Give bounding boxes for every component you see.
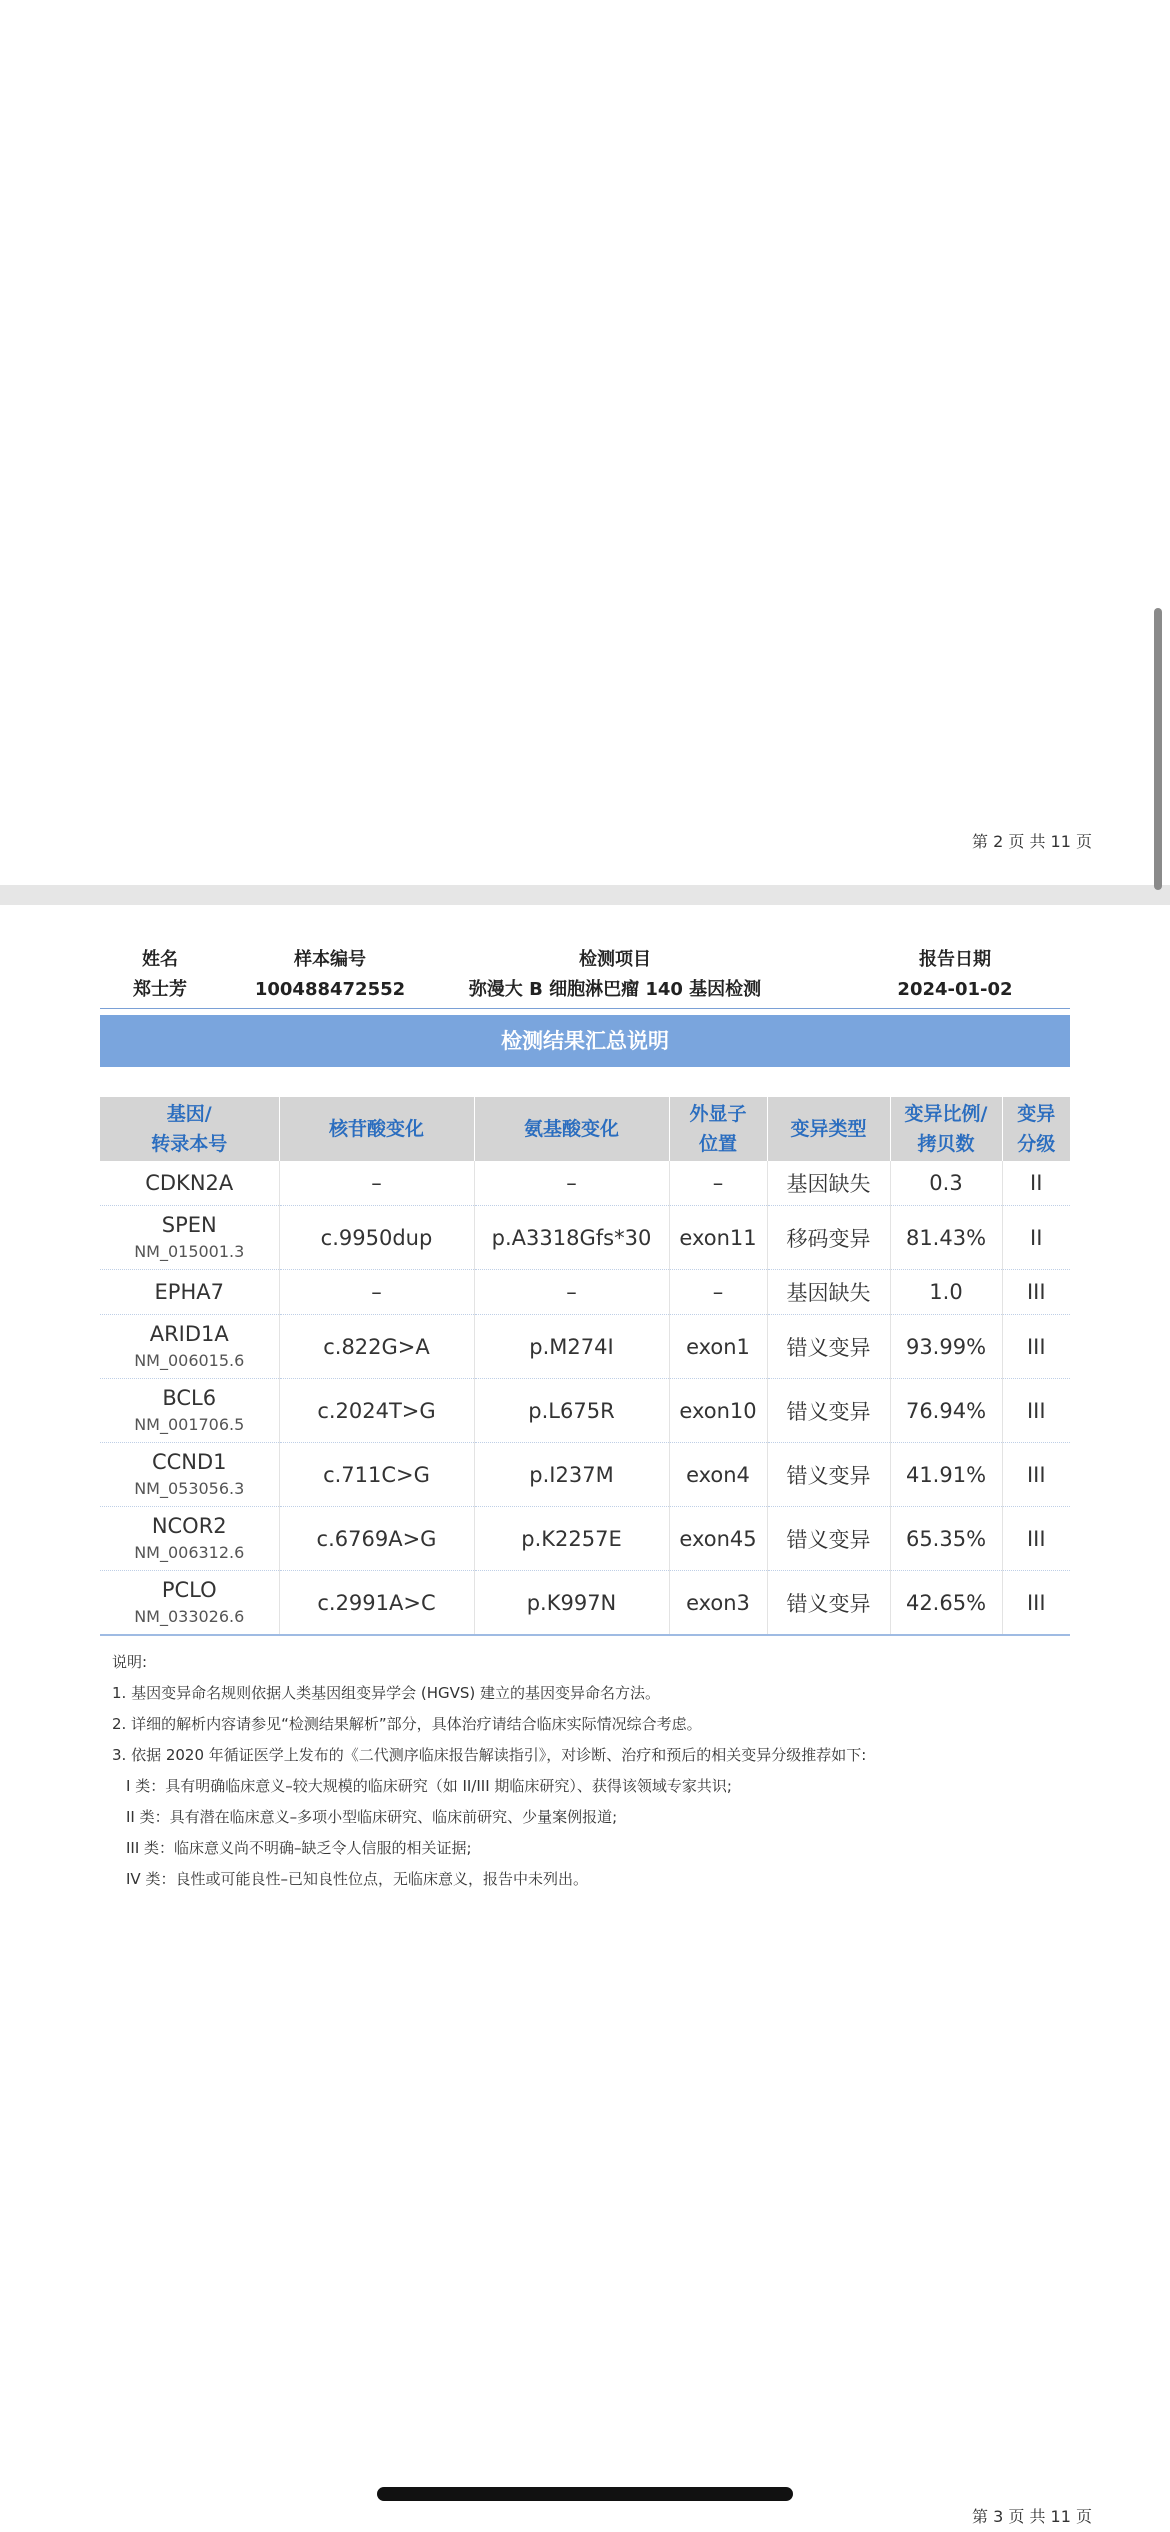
amino-acid-cell: p.A3318Gfs*30 [474,1206,669,1270]
ratio-cell: 1.0 [890,1270,1002,1315]
exon-cell: – [669,1270,767,1315]
grade-cell: III [1002,1315,1070,1379]
exon-cell: exon3 [669,1571,767,1636]
ratio-cell: 0.3 [890,1161,1002,1206]
gene-cell: CCND1 NM_053056.3 [100,1443,279,1507]
note-item: 2. 详细的解析内容请参见“检测结果解析”部分，具体治疗请结合临床实际情况综合考虑。 [112,1715,702,1733]
gene-cell: CDKN2A [100,1161,279,1206]
sample-id-label: 样本编号 [294,949,366,970]
section-banner: 检测结果汇总说明 [100,1015,1070,1067]
note-item: 3. 依据 2020 年循证医学上发布的《二代测序临床报告解读指引》，对诊断、治疗和预后的相关变异分级推荐如下: [112,1746,867,1764]
patient-name-label: 姓名 [142,949,178,970]
grade-item: IV 类：良性或可能良性–已知良性位点，无临床意义，报告中未列出。 [126,1870,588,1888]
amino-acid-cell: p.K2257E [474,1507,669,1571]
grade-cell: II [1002,1206,1070,1270]
report-header-info [100,945,1070,1005]
nucleotide-cell: – [279,1270,474,1315]
amino-acid-cell: p.L675R [474,1379,669,1443]
header-amino-acid: 氨基酸变化 [474,1097,669,1161]
amino-acid-cell: p.K997N [474,1571,669,1636]
nucleotide-cell: c.2991A>C [279,1571,474,1636]
exon-cell: – [669,1161,767,1206]
variant-type-cell: 错义变异 [767,1571,890,1636]
grade-cell: III [1002,1571,1070,1636]
amino-acid-cell: – [474,1270,669,1315]
nucleotide-cell: – [279,1161,474,1206]
variant-type-cell: 错义变异 [767,1507,890,1571]
variant-type-cell: 错义变异 [767,1315,890,1379]
results-table [100,1097,1070,1636]
table-row [100,1315,1070,1379]
test-project-value: 弥漫大 B 细胞淋巴瘤 140 基因检测 [468,979,762,1000]
header-divider [100,1008,1070,1009]
report-page-3 [0,905,1170,2532]
report-date-value: 2024-01-02 [897,979,1013,1000]
report-page-2 [0,0,1170,885]
page-number: 第 2 页 共 11 页 [972,832,1092,851]
gene-cell: BCL6 NM_001706.5 [100,1379,279,1443]
nucleotide-cell: c.6769A>G [279,1507,474,1571]
grade-cell: III [1002,1507,1070,1571]
header-ratio: 变异比例/ 拷贝数 [890,1097,1002,1161]
ratio-cell: 76.94% [890,1379,1002,1443]
table-row [100,1161,1070,1206]
nucleotide-cell: c.822G>A [279,1315,474,1379]
header-nucleotide: 核苷酸变化 [279,1097,474,1161]
table-row [100,1379,1070,1443]
header-grade: 变异 分级 [1002,1097,1070,1161]
table-row [100,1507,1070,1571]
table-row [100,1270,1070,1315]
exon-cell: exon45 [669,1507,767,1571]
ratio-cell: 65.35% [890,1507,1002,1571]
scrollbar-thumb[interactable] [1154,608,1162,890]
report-date-field [870,945,1040,1005]
grade-item: I 类：具有明确临床意义–较大规模的临床研究（如 II/III 期临床研究）、获得该领域专家共识; [126,1777,732,1795]
nucleotide-cell: c.9950dup [279,1206,474,1270]
table-row [100,1571,1070,1636]
ratio-cell: 41.91% [890,1443,1002,1507]
table-row [100,1206,1070,1270]
variant-type-cell: 错义变异 [767,1443,890,1507]
grade-cell: III [1002,1379,1070,1443]
gene-cell: SPEN NM_015001.3 [100,1206,279,1270]
ratio-cell: 93.99% [890,1315,1002,1379]
gene-cell: NCOR2 NM_006312.6 [100,1507,279,1571]
gene-cell: PCLO NM_033026.6 [100,1571,279,1636]
nucleotide-cell: c.711C>G [279,1443,474,1507]
report-date-label: 报告日期 [919,949,991,970]
exon-cell: exon11 [669,1206,767,1270]
variant-type-cell: 基因缺失 [767,1270,890,1315]
patient-name-field [120,945,200,1005]
grade-cell: III [1002,1270,1070,1315]
gene-cell: EPHA7 [100,1270,279,1315]
notes-section [112,1647,1072,1895]
variant-type-cell: 基因缺失 [767,1161,890,1206]
header-gene: 基因/ 转录本号 [100,1097,279,1161]
amino-acid-cell: p.I237M [474,1443,669,1507]
grade-item: III 类：临床意义尚不明确–缺乏令人信服的相关证据; [126,1839,472,1857]
test-project-field [445,945,785,1005]
patient-name-value: 郑士芳 [133,979,187,1000]
table-header-row [100,1097,1070,1161]
table-row [100,1443,1070,1507]
gene-cell: ARID1A NM_006015.6 [100,1315,279,1379]
home-indicator[interactable] [377,2487,793,2501]
header-variant-type: 变异类型 [767,1097,890,1161]
grade-cell: III [1002,1443,1070,1507]
test-project-label: 检测项目 [579,949,651,970]
nucleotide-cell: c.2024T>G [279,1379,474,1443]
grade-item: II 类：具有潜在临床意义–多项小型临床研究、临床前研究、少量案例报道; [126,1808,618,1826]
header-exon: 外显子 位置 [669,1097,767,1161]
note-item: 1. 基因变异命名规则依据人类基因组变异学会 (HGVS) 建立的基因变异命名方法。 [112,1684,661,1702]
sample-id-field [245,945,415,1005]
variant-type-cell: 移码变异 [767,1206,890,1270]
ratio-cell: 42.65% [890,1571,1002,1636]
exon-cell: exon10 [669,1379,767,1443]
page-number: 第 3 页 共 11 页 [972,2507,1092,2526]
sample-id-value: 100488472552 [254,979,406,1000]
ratio-cell: 81.43% [890,1206,1002,1270]
grade-cell: II [1002,1161,1070,1206]
exon-cell: exon4 [669,1443,767,1507]
amino-acid-cell: – [474,1161,669,1206]
notes-title: 说明: [112,1653,148,1671]
amino-acid-cell: p.M274I [474,1315,669,1379]
exon-cell: exon1 [669,1315,767,1379]
variant-type-cell: 错义变异 [767,1379,890,1443]
